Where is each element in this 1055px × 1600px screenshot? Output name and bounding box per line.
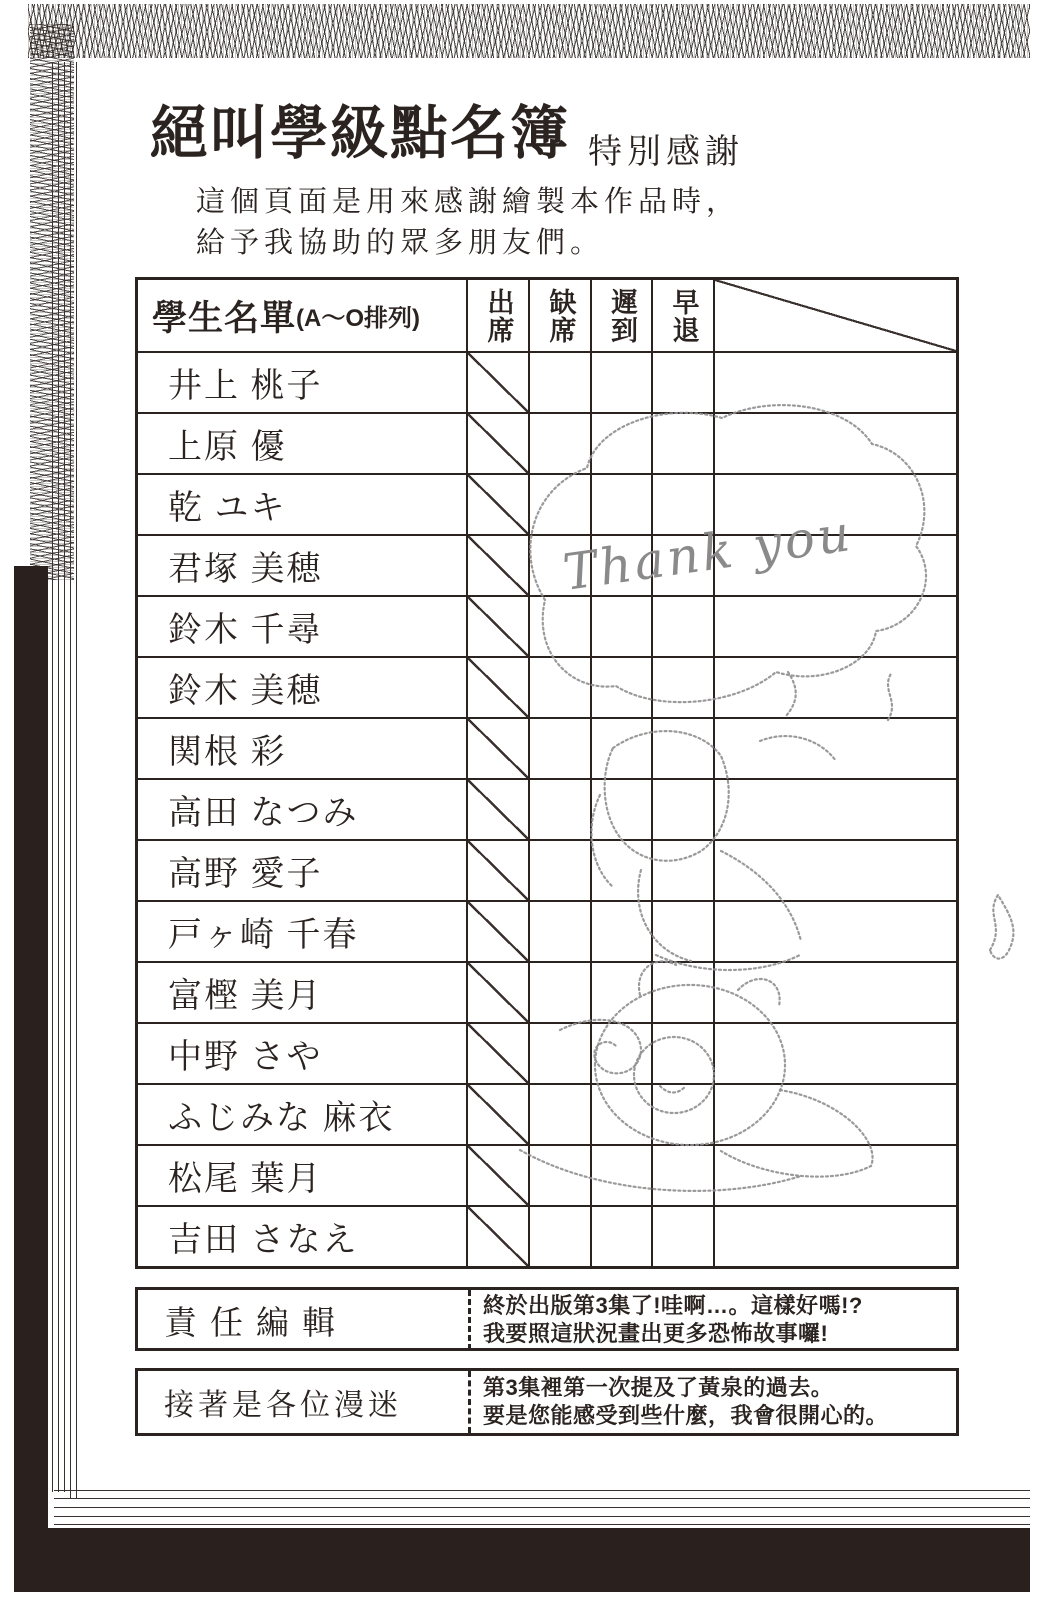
- late-cell: [592, 658, 653, 717]
- roster-header-name: [138, 280, 468, 351]
- early-leave-cell: [653, 963, 715, 1022]
- late-cell: [592, 414, 653, 473]
- attendance-slash-cell: [468, 1146, 530, 1205]
- absence-cell: [530, 963, 592, 1022]
- student-name: 高田 なつみ: [138, 780, 468, 839]
- attendance-slash-cell: [468, 902, 530, 961]
- bottom-dark-band: [14, 1528, 1030, 1592]
- early-leave-cell: [653, 475, 715, 534]
- page-edge-line: [52, 62, 53, 1492]
- attendance-slash-cell: [468, 719, 530, 778]
- attendance-slash-cell: [468, 597, 530, 656]
- absence-cell: [530, 841, 592, 900]
- early-leave-cell: [653, 902, 715, 961]
- blank-cell: [715, 1146, 956, 1205]
- early-leave-cell: [653, 414, 715, 473]
- blank-cell: [715, 597, 956, 656]
- late-cell: [592, 902, 653, 961]
- late-cell: [592, 963, 653, 1022]
- blank-cell: [715, 1024, 956, 1083]
- roster-row: [138, 902, 956, 963]
- late-cell: [592, 597, 653, 656]
- fans-box-label: 接著是各位漫迷: [164, 1389, 402, 1422]
- student-name: 富樫 美月: [138, 963, 468, 1022]
- editor-box-label: 責任編輯: [164, 1305, 348, 1342]
- intro-line-1: 這個頁面是用來感謝繪製本作品時，: [196, 186, 741, 218]
- absence-cell: [530, 658, 592, 717]
- roster-row: [138, 597, 956, 658]
- student-name: 高野 愛子: [138, 841, 468, 900]
- roster-row: [138, 658, 956, 719]
- student-name: 中野 さや: [138, 1024, 468, 1083]
- early-leave-cell: [653, 353, 715, 412]
- roster-row: [138, 780, 956, 841]
- page-edge-line: [58, 62, 59, 1492]
- blank-cell: [715, 414, 956, 473]
- attendance-slash-cell: [468, 1207, 530, 1266]
- early-leave-cell: [653, 1085, 715, 1144]
- roster-row: [138, 414, 956, 475]
- roster-header-row: [138, 280, 956, 353]
- student-name: 乾 ユキ: [138, 475, 468, 534]
- blank-cell: [715, 780, 956, 839]
- absence-cell: [530, 414, 592, 473]
- roster-row: [138, 841, 956, 902]
- editor-note-box: [135, 1287, 959, 1351]
- intro-text: [196, 182, 740, 264]
- fans-note-box: [135, 1368, 959, 1436]
- student-name: 上原 優: [138, 414, 468, 473]
- page-edge-line: [54, 1524, 1030, 1525]
- absence-cell: [530, 902, 592, 961]
- roster-table: [135, 277, 959, 1269]
- editor-box-line-1: 終於出版第3集了!哇啊…。這樣好嗎!?: [483, 1293, 863, 1318]
- late-cell: [592, 353, 653, 412]
- roster-row: [138, 1024, 956, 1085]
- student-name: ふじみな 麻衣: [138, 1085, 468, 1144]
- student-name: 関根 彩: [138, 719, 468, 778]
- attendance-slash-cell: [468, 780, 530, 839]
- early-leave-cell: [653, 841, 715, 900]
- blank-cell: [715, 841, 956, 900]
- blank-cell: [715, 353, 956, 412]
- roster-row: [138, 475, 956, 536]
- roster-row: [138, 1146, 956, 1207]
- late-cell: [592, 1146, 653, 1205]
- early-leave-cell: [653, 536, 715, 595]
- roster-header-main: 學生名單: [152, 298, 297, 338]
- attendance-slash-cell: [468, 963, 530, 1022]
- late-cell: [592, 841, 653, 900]
- late-cell: [592, 475, 653, 534]
- student-name: 吉田 さなえ: [138, 1207, 468, 1266]
- attendance-slash-cell: [468, 536, 530, 595]
- blank-cell: [715, 902, 956, 961]
- roster-row: [138, 536, 956, 597]
- doodle-creature-flame: [990, 895, 1013, 959]
- page-edge-line: [64, 62, 65, 1492]
- attendance-slash-cell: [468, 414, 530, 473]
- column-header-late: 遲到: [592, 280, 653, 351]
- early-leave-cell: [653, 597, 715, 656]
- absence-cell: [530, 536, 592, 595]
- blank-cell: [715, 1207, 956, 1266]
- student-name: 井上 桃子: [138, 353, 468, 412]
- page-edge-line: [70, 62, 71, 1498]
- absence-cell: [530, 475, 592, 534]
- column-header-absence: 缺席: [530, 280, 592, 351]
- attendance-slash-cell: [468, 475, 530, 534]
- page-edge-line: [54, 1490, 1030, 1491]
- absence-cell: [530, 719, 592, 778]
- early-leave-cell: [653, 719, 715, 778]
- absence-cell: [530, 1085, 592, 1144]
- roster-row: [138, 1085, 956, 1146]
- fans-box-line-2: 要是您能感受到些什麼，我會很開心的。: [483, 1403, 889, 1428]
- early-leave-cell: [653, 1146, 715, 1205]
- absence-cell: [530, 780, 592, 839]
- student-name: 鈴木 美穂: [138, 658, 468, 717]
- page-edge-line: [54, 1498, 1030, 1499]
- late-cell: [592, 780, 653, 839]
- early-leave-cell: [653, 780, 715, 839]
- student-name: 松尾 葉月: [138, 1146, 468, 1205]
- attendance-slash-cell: [468, 658, 530, 717]
- editor-box-line-2: 我要照這狀況畫出更多恐怖故事囉!: [483, 1321, 829, 1346]
- blank-cell: [715, 1085, 956, 1144]
- fans-box-line-1: 第3集裡第一次提及了黃泉的過去。: [483, 1375, 834, 1400]
- late-cell: [592, 536, 653, 595]
- blank-cell: [715, 536, 956, 595]
- blank-cell: [715, 475, 956, 534]
- attendance-slash-cell: [468, 353, 530, 412]
- attendance-slash-cell: [468, 1024, 530, 1083]
- student-name: 鈴木 千尋: [138, 597, 468, 656]
- roster-row: [138, 353, 956, 414]
- doodle-bubble-text: Thank you: [559, 503, 857, 602]
- blank-cell: [715, 719, 956, 778]
- left-dark-band: [14, 566, 48, 1592]
- late-cell: [592, 1207, 653, 1266]
- blank-cell: [715, 963, 956, 1022]
- late-cell: [592, 1085, 653, 1144]
- attendance-slash-cell: [468, 841, 530, 900]
- student-name: 君塚 美穂: [138, 536, 468, 595]
- student-name: 戸ヶ崎 千春: [138, 902, 468, 961]
- absence-cell: [530, 1024, 592, 1083]
- absence-cell: [530, 1207, 592, 1266]
- intro-line-2: 給予我協助的眾多朋友們。: [196, 227, 605, 259]
- top-hatch-border: [28, 4, 1030, 58]
- roster-header-note: (A～O排列): [296, 305, 420, 332]
- page-subtitle: 特別感謝: [588, 134, 744, 171]
- editor-box-text: [468, 1290, 956, 1350]
- late-cell: [592, 719, 653, 778]
- early-leave-cell: [653, 1207, 715, 1266]
- absence-cell: [530, 1146, 592, 1205]
- attendance-slash-cell: [468, 1085, 530, 1144]
- page-edge-line: [54, 1507, 1030, 1508]
- column-header-early-leave: 早退: [653, 280, 715, 351]
- roster-row: [138, 719, 956, 780]
- page-edge-line: [54, 1516, 1030, 1517]
- page-edge-line: [76, 62, 77, 1498]
- early-leave-cell: [653, 658, 715, 717]
- early-leave-cell: [653, 1024, 715, 1083]
- fans-box-text: [468, 1371, 956, 1433]
- header-blank-diagonal-cell: [715, 280, 956, 351]
- column-header-attendance: 出席: [468, 280, 530, 351]
- absence-cell: [530, 353, 592, 412]
- late-cell: [592, 1024, 653, 1083]
- blank-cell: [715, 658, 956, 717]
- roster-row: [138, 963, 956, 1024]
- page-title: 絕叫學級點名簿: [150, 101, 571, 166]
- roster-row: [138, 1207, 956, 1266]
- absence-cell: [530, 597, 592, 656]
